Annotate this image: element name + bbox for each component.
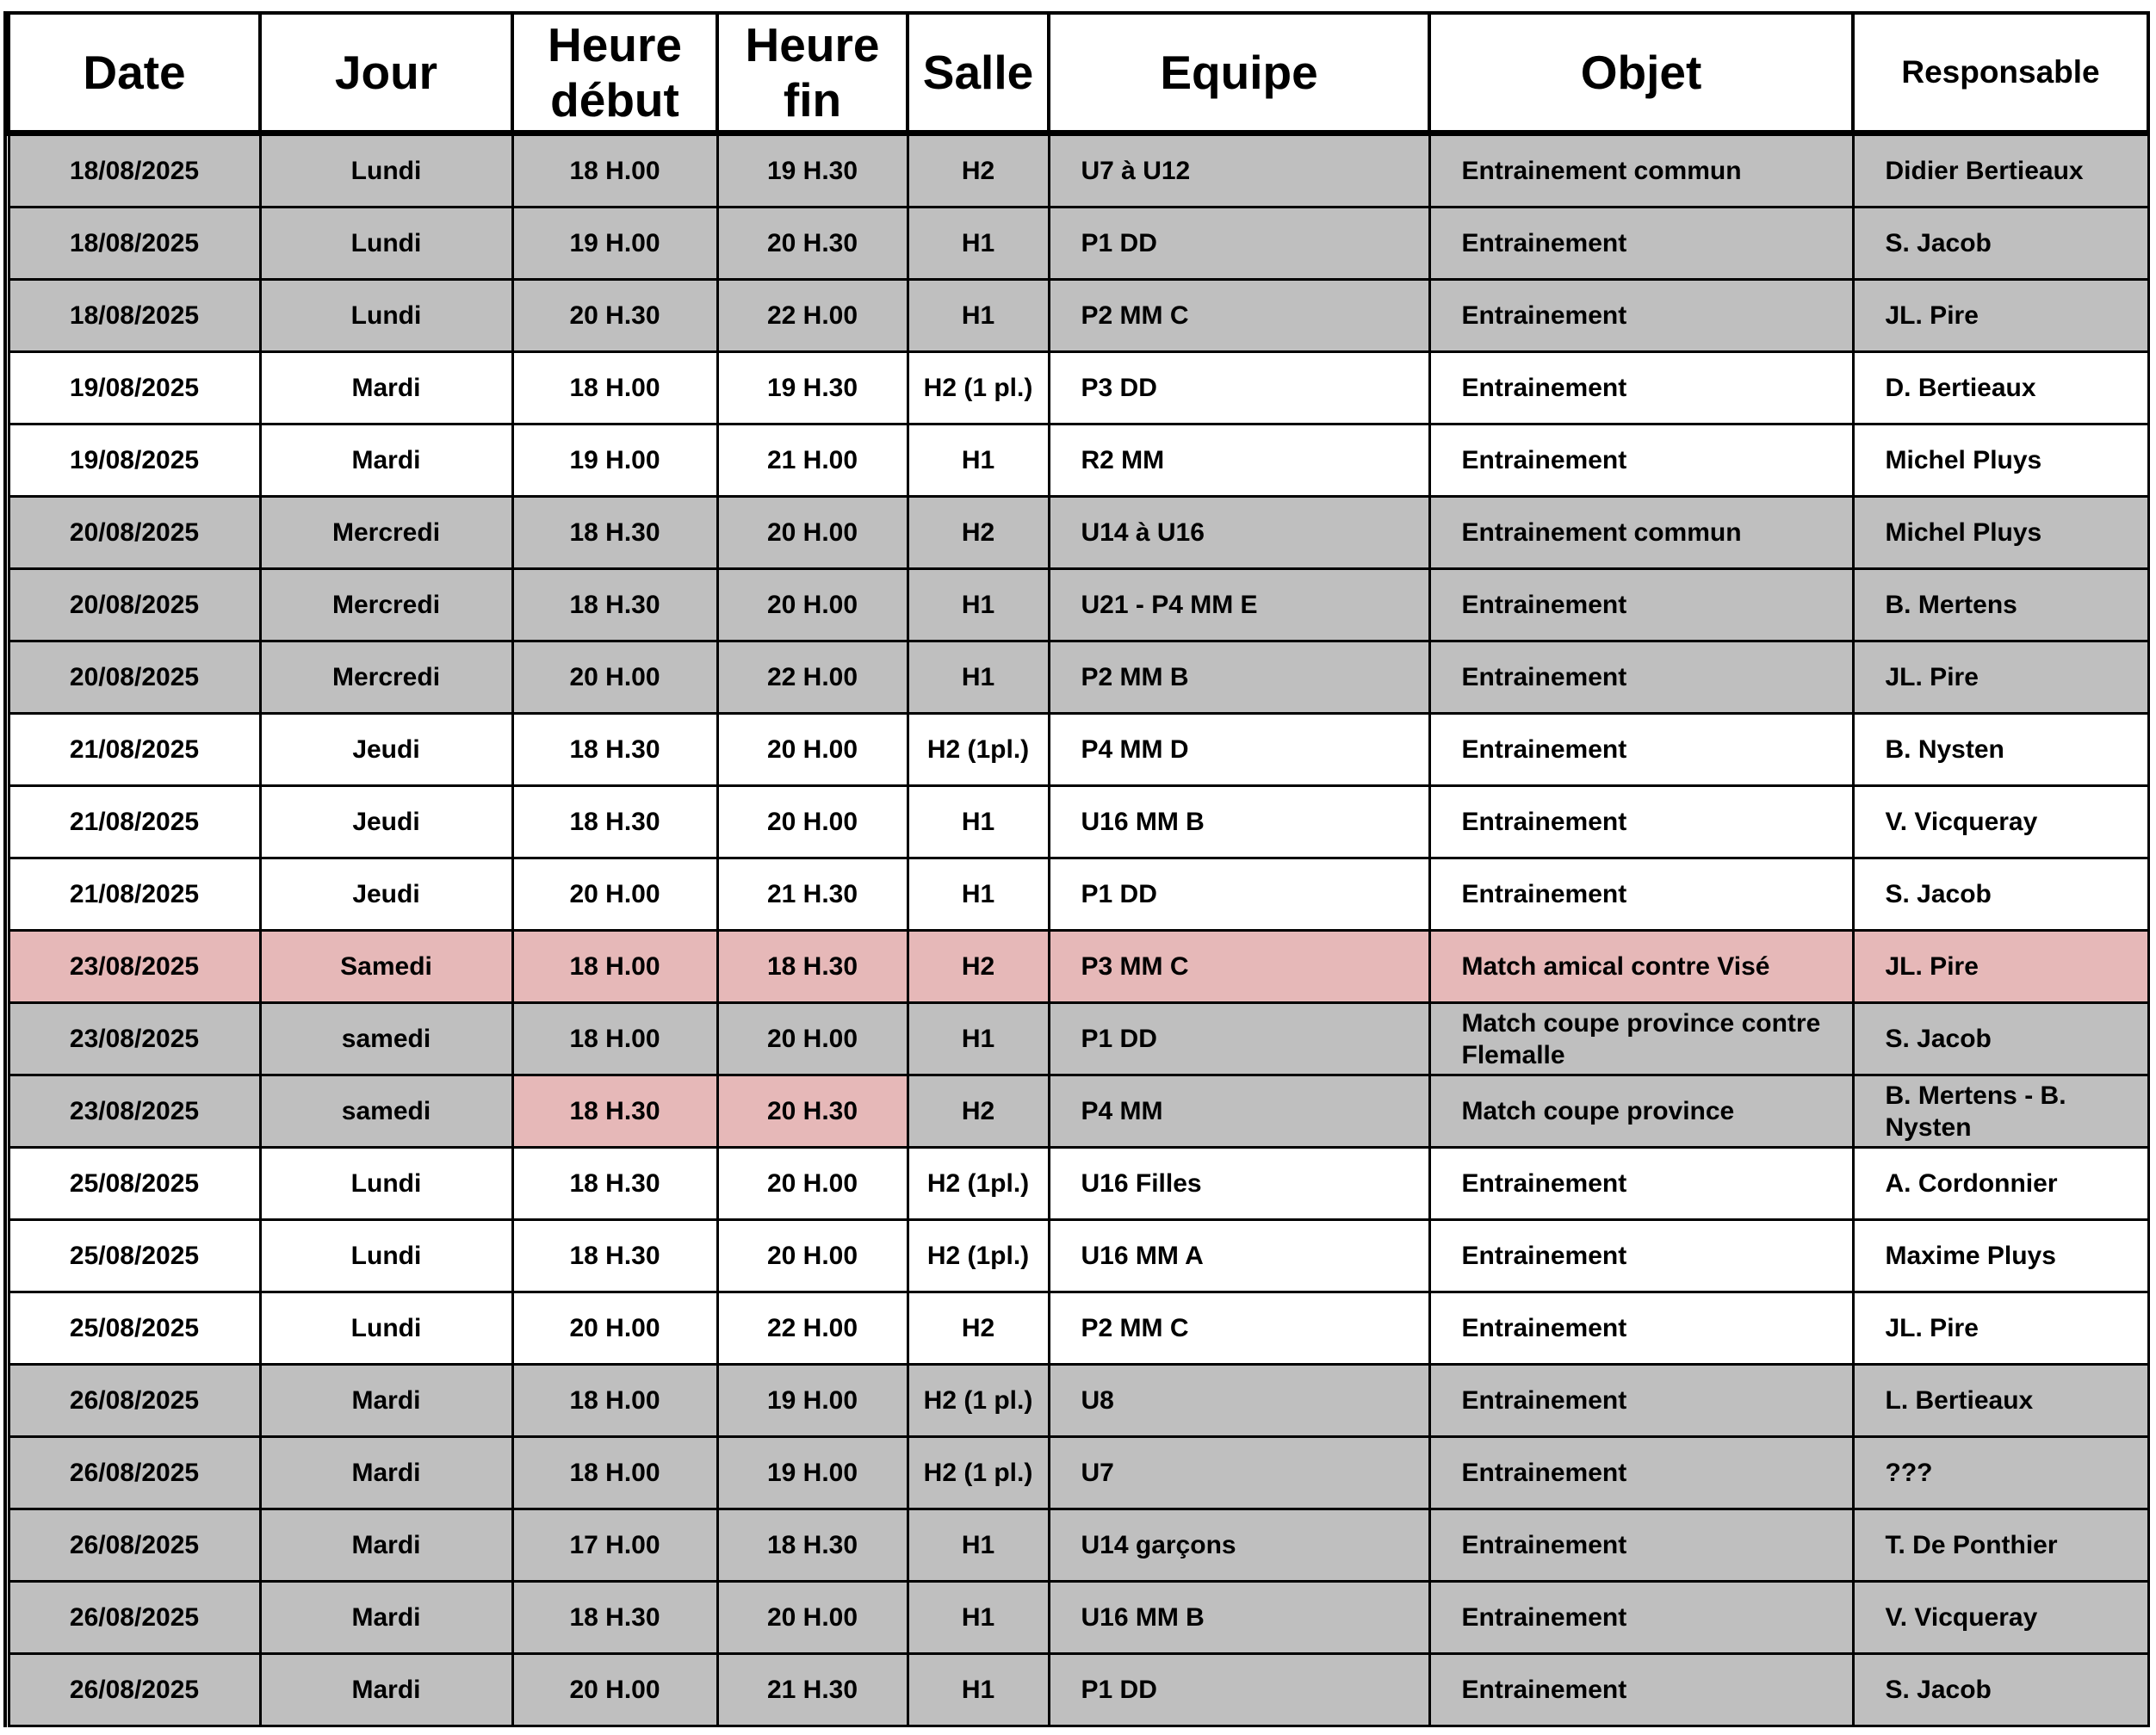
cell-equipe: U14 garçons [1049,1509,1429,1582]
cell-heure-fin: 21 H.30 [717,858,908,931]
cell-objet: Match amical contre Visé [1429,931,1853,1003]
cell-jour: Lundi [260,1148,512,1220]
cell-equipe: P4 MM [1049,1075,1429,1148]
cell-heure-fin: 20 H.30 [717,1075,908,1148]
cell-salle: H1 [908,424,1049,497]
table-row [9,1437,2148,1509]
cell-equipe: P2 MM C [1049,1292,1429,1365]
cell-responsable: B. Mertens [1853,569,2148,641]
cell-date: 20/08/2025 [9,641,260,714]
cell-equipe: P3 MM C [1049,931,1429,1003]
cell-jour: Jeudi [260,858,512,931]
cell-jour: Lundi [260,1220,512,1292]
table-row [9,133,2148,208]
cell-date: 26/08/2025 [9,1509,260,1582]
cell-date: 23/08/2025 [9,1075,260,1148]
table-row [9,714,2148,786]
cell-equipe: R2 MM [1049,424,1429,497]
cell-salle: H2 [908,133,1049,208]
cell-equipe: P1 DD [1049,208,1429,280]
cell-heure-fin: 22 H.00 [717,1292,908,1365]
header-heure-fin-line2: fin [783,73,842,127]
cell-salle: H2 [908,1292,1049,1365]
cell-responsable: S. Jacob [1853,858,2148,931]
cell-date: 25/08/2025 [9,1148,260,1220]
header-heure-fin-line1: Heure [745,18,880,71]
cell-salle: H2 (1pl.) [908,1220,1049,1292]
table-row [9,1148,2148,1220]
cell-equipe: P1 DD [1049,1003,1429,1075]
table-row [9,641,2148,714]
cell-objet: Entrainement [1429,1654,1853,1726]
cell-responsable: B. Nysten [1853,714,2148,786]
cell-date: 26/08/2025 [9,1654,260,1726]
cell-salle: H1 [908,786,1049,858]
cell-objet: Entrainement [1429,208,1853,280]
cell-heure-debut: 18 H.30 [512,714,717,786]
table-row [9,424,2148,497]
cell-heure-fin: 20 H.00 [717,1582,908,1654]
cell-objet: Entrainement [1429,1220,1853,1292]
cell-responsable: Michel Pluys [1853,424,2148,497]
cell-heure-debut: 18 H.00 [512,931,717,1003]
cell-jour: Mardi [260,1509,512,1582]
table-row [9,352,2148,424]
cell-date: 23/08/2025 [9,1003,260,1075]
cell-heure-debut: 18 H.00 [512,1003,717,1075]
cell-salle: H1 [908,208,1049,280]
cell-heure-fin: 20 H.00 [717,714,908,786]
header-jour: Jour [260,13,512,133]
cell-equipe: U16 Filles [1049,1148,1429,1220]
cell-heure-fin: 19 H.30 [717,352,908,424]
cell-heure-debut: 18 H.00 [512,1365,717,1437]
cell-responsable: L. Bertieaux [1853,1365,2148,1437]
header-date: Date [9,13,260,133]
table-row [9,208,2148,280]
cell-heure-fin: 20 H.00 [717,1148,908,1220]
header-heure-debut-line1: Heure [548,18,682,71]
cell-date: 19/08/2025 [9,424,260,497]
cell-jour: Mardi [260,424,512,497]
header-equipe: Equipe [1049,13,1429,133]
cell-objet: Entrainement [1429,858,1853,931]
cell-responsable: ??? [1853,1437,2148,1509]
cell-responsable: S. Jacob [1853,1003,2148,1075]
table-row [9,858,2148,931]
cell-objet: Entrainement [1429,786,1853,858]
cell-heure-debut: 19 H.00 [512,424,717,497]
cell-date: 21/08/2025 [9,858,260,931]
cell-objet: Entrainement [1429,280,1853,352]
cell-jour: Mercredi [260,497,512,569]
cell-jour: Lundi [260,280,512,352]
cell-salle: H1 [908,569,1049,641]
cell-heure-fin: 21 H.00 [717,424,908,497]
table-row [9,1075,2148,1148]
cell-salle: H2 (1 pl.) [908,1437,1049,1509]
cell-heure-debut: 18 H.30 [512,1148,717,1220]
cell-heure-debut: 18 H.30 [512,1582,717,1654]
cell-heure-fin: 18 H.30 [717,931,908,1003]
cell-responsable: Didier Bertieaux [1853,133,2148,208]
header-responsable: Responsable [1853,13,2148,133]
table-row [9,1003,2148,1075]
cell-equipe: P2 MM C [1049,280,1429,352]
cell-equipe: U16 MM B [1049,1582,1429,1654]
cell-jour: Mercredi [260,569,512,641]
cell-equipe: P1 DD [1049,1654,1429,1726]
cell-heure-fin: 18 H.30 [717,1509,908,1582]
table-row [9,497,2148,569]
cell-objet: Entrainement commun [1429,133,1853,208]
cell-equipe: U14 à U16 [1049,497,1429,569]
header-objet: Objet [1429,13,1853,133]
table-row [9,1292,2148,1365]
cell-heure-debut: 17 H.00 [512,1509,717,1582]
cell-date: 26/08/2025 [9,1365,260,1437]
cell-equipe: U7 à U12 [1049,133,1429,208]
cell-date: 23/08/2025 [9,931,260,1003]
cell-heure-fin: 20 H.00 [717,497,908,569]
cell-date: 25/08/2025 [9,1292,260,1365]
cell-objet: Entrainement [1429,352,1853,424]
cell-jour: Lundi [260,1292,512,1365]
cell-jour: Mardi [260,1365,512,1437]
cell-date: 20/08/2025 [9,497,260,569]
cell-responsable: D. Bertieaux [1853,352,2148,424]
cell-heure-fin: 20 H.00 [717,786,908,858]
cell-heure-debut: 19 H.00 [512,208,717,280]
cell-salle: H2 (1 pl.) [908,1365,1049,1437]
cell-equipe: P1 DD [1049,858,1429,931]
cell-heure-debut: 18 H.00 [512,1437,717,1509]
cell-salle: H2 [908,931,1049,1003]
cell-responsable: A. Cordonnier [1853,1148,2148,1220]
cell-equipe: U21 - P4 MM E [1049,569,1429,641]
cell-heure-debut: 20 H.30 [512,280,717,352]
table-row [9,569,2148,641]
cell-heure-fin: 19 H.00 [717,1437,908,1509]
cell-jour: Mardi [260,1654,512,1726]
cell-equipe: P4 MM D [1049,714,1429,786]
cell-heure-fin: 19 H.00 [717,1365,908,1437]
cell-heure-debut: 18 H.30 [512,569,717,641]
table-row [9,786,2148,858]
cell-date: 25/08/2025 [9,1220,260,1292]
cell-objet: Entrainement [1429,569,1853,641]
schedule-sheet [3,11,2150,1727]
cell-heure-fin: 22 H.00 [717,280,908,352]
cell-date: 21/08/2025 [9,786,260,858]
cell-responsable: V. Vicqueray [1853,1582,2148,1654]
cell-heure-fin: 20 H.00 [717,1220,908,1292]
cell-date: 18/08/2025 [9,280,260,352]
cell-heure-debut: 18 H.30 [512,497,717,569]
cell-equipe: P3 DD [1049,352,1429,424]
cell-heure-debut: 20 H.00 [512,641,717,714]
cell-salle: H1 [908,858,1049,931]
cell-date: 26/08/2025 [9,1582,260,1654]
cell-salle: H1 [908,1003,1049,1075]
cell-salle: H2 (1 pl.) [908,352,1049,424]
table-row [9,1220,2148,1292]
cell-objet: Entrainement [1429,1437,1853,1509]
cell-date: 18/08/2025 [9,133,260,208]
cell-responsable: Michel Pluys [1853,497,2148,569]
header-heure-fin [717,13,908,133]
cell-salle: H2 (1pl.) [908,1148,1049,1220]
cell-heure-debut: 20 H.00 [512,858,717,931]
cell-jour: Samedi [260,931,512,1003]
cell-objet: Entrainement [1429,1365,1853,1437]
cell-jour: Lundi [260,208,512,280]
cell-date: 21/08/2025 [9,714,260,786]
cell-heure-debut: 18 H.30 [512,1075,717,1148]
cell-salle: H2 [908,497,1049,569]
table-body [9,133,2148,1726]
cell-responsable: V. Vicqueray [1853,786,2148,858]
cell-date: 18/08/2025 [9,208,260,280]
cell-jour: Mardi [260,1582,512,1654]
cell-date: 26/08/2025 [9,1437,260,1509]
cell-responsable: B. Mertens - B. Nysten [1853,1075,2148,1148]
cell-jour: Jeudi [260,714,512,786]
cell-objet: Entrainement [1429,1582,1853,1654]
cell-responsable: Maxime Pluys [1853,1220,2148,1292]
cell-jour: samedi [260,1003,512,1075]
cell-heure-debut: 18 H.30 [512,786,717,858]
cell-salle: H1 [908,280,1049,352]
cell-date: 20/08/2025 [9,569,260,641]
header-salle: Salle [908,13,1049,133]
cell-heure-debut: 18 H.00 [512,133,717,208]
cell-heure-fin: 20 H.00 [717,1003,908,1075]
table-row [9,1582,2148,1654]
cell-equipe: U16 MM B [1049,786,1429,858]
table-row [9,1654,2148,1726]
cell-responsable: T. De Ponthier [1853,1509,2148,1582]
cell-salle: H2 (1pl.) [908,714,1049,786]
cell-heure-fin: 22 H.00 [717,641,908,714]
cell-jour: Mardi [260,1437,512,1509]
cell-objet: Entrainement [1429,1292,1853,1365]
cell-heure-fin: 19 H.30 [717,133,908,208]
cell-jour: Mardi [260,352,512,424]
cell-heure-fin: 20 H.00 [717,569,908,641]
header-heure-debut [512,13,717,133]
header-heure-debut-line2: début [550,73,679,127]
cell-objet: Entrainement [1429,424,1853,497]
cell-objet: Entrainement [1429,641,1853,714]
table-row [9,1365,2148,1437]
cell-jour: Lundi [260,133,512,208]
cell-objet: Entrainement [1429,714,1853,786]
cell-salle: H2 [908,1075,1049,1148]
cell-equipe: P2 MM B [1049,641,1429,714]
cell-heure-debut: 20 H.00 [512,1292,717,1365]
cell-heure-fin: 20 H.30 [717,208,908,280]
cell-heure-debut: 18 H.30 [512,1220,717,1292]
cell-equipe: U8 [1049,1365,1429,1437]
cell-jour: Mercredi [260,641,512,714]
cell-objet: Match coupe province contre Flemalle [1429,1003,1853,1075]
cell-objet: Entrainement [1429,1509,1853,1582]
cell-equipe: U16 MM A [1049,1220,1429,1292]
table-row [9,931,2148,1003]
cell-jour: Jeudi [260,786,512,858]
cell-objet: Match coupe province [1429,1075,1853,1148]
cell-responsable: S. Jacob [1853,208,2148,280]
cell-objet: Entrainement commun [1429,497,1853,569]
cell-responsable: JL. Pire [1853,931,2148,1003]
table-row [9,280,2148,352]
cell-objet: Entrainement [1429,1148,1853,1220]
cell-responsable: JL. Pire [1853,280,2148,352]
cell-equipe: U7 [1049,1437,1429,1509]
cell-heure-fin: 21 H.30 [717,1654,908,1726]
cell-salle: H1 [908,1582,1049,1654]
cell-salle: H1 [908,641,1049,714]
cell-salle: H1 [908,1654,1049,1726]
cell-heure-debut: 20 H.00 [512,1654,717,1726]
cell-heure-debut: 18 H.00 [512,352,717,424]
cell-responsable: JL. Pire [1853,641,2148,714]
cell-date: 19/08/2025 [9,352,260,424]
schedule-table [7,11,2150,1727]
cell-responsable: S. Jacob [1853,1654,2148,1726]
cell-responsable: JL. Pire [1853,1292,2148,1365]
cell-jour: samedi [260,1075,512,1148]
cell-salle: H1 [908,1509,1049,1582]
header-row [9,13,2148,133]
table-row [9,1509,2148,1582]
